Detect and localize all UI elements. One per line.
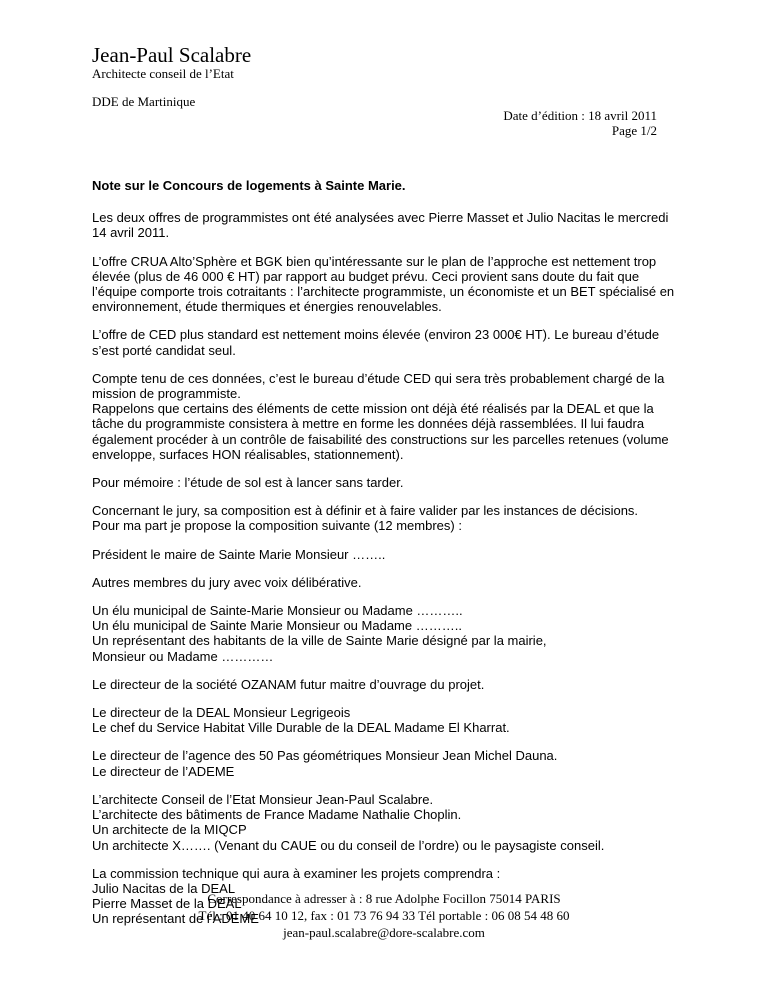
paragraph-line: Rappelons que certains des éléments de cette mission ont déjà été réalisés par la DEAL et que la	[92, 401, 654, 417]
paragraph	[92, 210, 682, 240]
paragraph-line: Le directeur de l’ADEME	[92, 763, 235, 779]
paragraph-line: Un représentant des habitants de la ville de Sainte Marie désigné par la mairie,	[92, 633, 547, 649]
author-name: Jean-Paul Scalabre	[92, 43, 252, 67]
paragraph-line: Les deux offres de programmistes ont été analysées avec Pierre Masset et Julio Nacitas le mercredi	[92, 210, 669, 226]
paragraph	[92, 603, 682, 664]
paragraph-line: Monsieur ou Madame …………	[92, 648, 274, 664]
footer-email: jean-paul.scalabre@dore-scalabre.com	[283, 925, 485, 940]
paragraph-line: Un architecte X……. (Venant du CAUE ou du conseil de l’ordre) ou le paysagiste conseil.	[92, 837, 605, 853]
paragraph-list	[92, 210, 682, 926]
paragraph-line: Le chef du Service Habitat Ville Durable de la DEAL Madame El Kharrat.	[92, 720, 510, 736]
paragraph-line: Un architecte de la MIQCP	[92, 822, 247, 838]
document-body	[92, 178, 682, 940]
paragraph-line: Autres membres du jury avec voix délibérative.	[92, 574, 362, 590]
paragraph	[92, 575, 682, 590]
paragraph-line: La commission technique qui aura à examiner les projets comprendra :	[92, 865, 501, 881]
paragraph-line: Un représentant de l’ADEME	[92, 911, 259, 927]
author-title: Architecte conseil de l’Etat	[92, 66, 234, 81]
paragraph	[92, 792, 682, 853]
paragraph	[92, 677, 682, 692]
paragraph-line: Président le maire de Sainte Marie Monsieur ……..	[92, 546, 386, 562]
paragraph	[92, 254, 682, 315]
document-title: Note sur le Concours de logements à Sainte Marie.	[92, 178, 406, 193]
footer-address: Correspondance à adresser à : 8 rue Adolphe Focillon 75014 PARIS	[207, 891, 561, 906]
paragraph-line: environnement, étude thermiques et énergies renouvelables.	[92, 299, 442, 315]
paragraph-line: Le directeur de l’agence des 50 Pas géométriques Monsieur Jean Michel Dauna.	[92, 748, 558, 764]
paragraph-line: L’offre CRUA Alto’Sphère et BGK bien qu’intéressante sur le plan de l’approche est nettement trop	[92, 253, 657, 269]
paragraph-line: Un élu municipal de Sainte-Marie Monsieur ou Madame ………..	[92, 603, 463, 619]
paragraph-line: Un élu municipal de Sainte Marie Monsieur ou Madame ………..	[92, 618, 462, 634]
paragraph-line: Compte tenu de ces données, c’est le bureau d’étude CED qui sera très probablement chargé de la	[92, 370, 665, 386]
paragraph-line: L’offre de CED plus standard est nettement moins élevée (environ 23 000€ HT). Le bureau d’étude	[92, 327, 660, 343]
paragraph-line: Pour mémoire : l’étude de sol est à lancer sans tarder.	[92, 475, 404, 491]
paragraph-line: L’architecte Conseil de l’Etat Monsieur Jean-Paul Scalabre.	[92, 791, 434, 807]
paragraph	[92, 503, 682, 533]
paragraph-line: s’est porté candidat seul.	[92, 342, 236, 358]
paragraph	[92, 748, 682, 778]
paragraph	[92, 327, 682, 357]
paragraph	[92, 547, 682, 562]
paragraph-line: l’équipe comporte trois cotraitants : l’architecte programmiste, un économiste et un BET spécialisé en	[92, 284, 675, 300]
paragraph-line: tâche du programmiste consistera à mettre en forme les données déjà rassemblées. Il lui faudra	[92, 416, 645, 432]
paragraph-line: Pierre Masset de la DEAL	[92, 896, 242, 912]
paragraph	[92, 705, 682, 735]
footer-phones: Tél : 01 40 64 10 12, fax : 01 73 76 94 33 Tél portable : 06 08 54 48 60	[198, 908, 570, 923]
edition-date: Date d’édition : 18 avril 2011	[503, 108, 657, 123]
paragraph-line: mission de programmiste.	[92, 386, 241, 402]
paragraph-line: Julio Nacitas de la DEAL	[92, 880, 236, 896]
paragraph-line: Concernant le jury, sa composition est à définir et à faire valider par les instances de décisions.	[92, 503, 639, 519]
paragraph	[92, 371, 682, 462]
paragraph-line: également procéder à un contrôle de faisabilité des constructions sur les parcelles retenues (volume	[92, 431, 669, 447]
organization: DDE de Martinique	[92, 94, 196, 109]
paragraph-line: enveloppe, surfaces HON réalisables, stationnement).	[92, 446, 404, 462]
paragraph-line: Pour ma part je propose la composition suivante (12 membres) :	[92, 518, 462, 534]
paragraph-line: L’architecte des bâtiments de France Madame Nathalie Choplin.	[92, 807, 462, 823]
page-number: Page 1/2	[611, 123, 657, 138]
paragraph-line: Le directeur de la DEAL Monsieur Legrigeois	[92, 705, 351, 721]
paragraph-line: Le directeur de la société OZANAM futur maitre d’ouvrage du projet.	[92, 676, 485, 692]
paragraph-line: 14 avril 2011.	[92, 225, 170, 241]
footer	[0, 890, 768, 941]
paragraph-line: élevée (plus de 46 000 € HT) par rapport au budget prévu. Ceci provient sans doute du fait que	[92, 268, 640, 284]
paragraph	[92, 475, 682, 490]
